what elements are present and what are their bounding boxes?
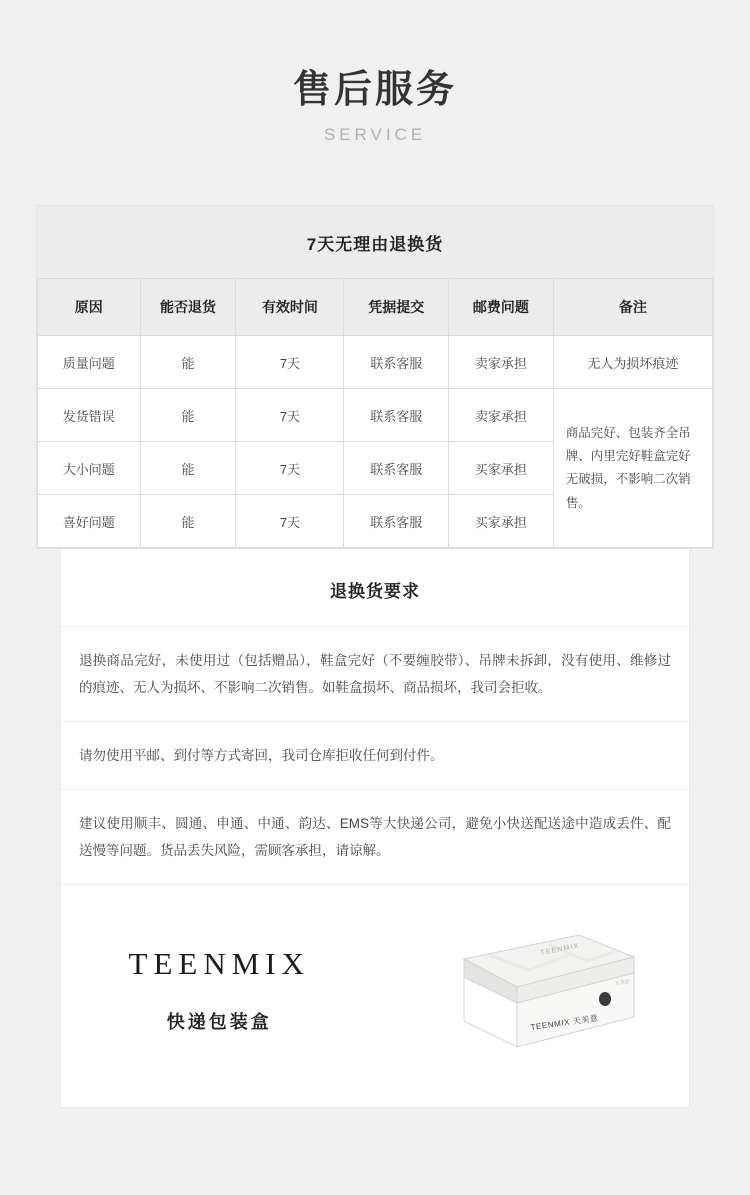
brand-text-group — [75, 946, 364, 1034]
return-policy-table-panel — [36, 205, 714, 549]
column-header-reason: 原因 — [38, 279, 141, 336]
brand-caption: 快递包装盒 — [166, 1012, 272, 1033]
return-policy-table — [37, 278, 713, 548]
requirements-paragraph-1: 退换商品完好，未使用过（包括赠品），鞋盒完好（不要缠胶带）、吊牌未拆卸，没有使用、维修过的痕迹、无人为损坏、不影响二次销售。如鞋盒损坏、商品损坏，我司会拒收。 — [61, 626, 689, 721]
requirements-paragraph-3: 建议使用顺丰、圆通、申通、中通、韵达、EMS等大快递公司，避免小快送配送途中造成丢件、配送慢等问题。货品丢失风险，需顾客承担，请谅解。 — [61, 789, 689, 884]
table-header-row — [38, 279, 713, 336]
cell-note-first: 无人为损坏痕迹 — [553, 336, 712, 389]
column-header-returnable: 能否退货 — [140, 279, 236, 336]
cell-reason: 喜好问题 — [38, 495, 141, 548]
page-title: 售后服务 — [292, 69, 457, 111]
requirements-title: 退换货要求 — [330, 582, 420, 602]
packaging-box-section — [61, 884, 689, 1107]
cell-shipping-fee: 买家承担 — [449, 495, 554, 548]
cell-returnable: 能 — [140, 442, 236, 495]
packaging-box-image — [374, 925, 675, 1055]
column-header-note: 备注 — [553, 279, 712, 336]
cell-reason: 发货错误 — [38, 389, 141, 442]
cell-valid-time: 7天 — [236, 336, 344, 389]
return-requirements-panel — [60, 549, 690, 1108]
cell-shipping-fee: 卖家承担 — [449, 389, 554, 442]
brand-name: TEENMIX — [128, 946, 311, 982]
cell-proof: 联系客服 — [344, 336, 449, 389]
cell-valid-time: 7天 — [236, 442, 344, 495]
cell-shipping-fee: 买家承担 — [449, 442, 554, 495]
cell-valid-time: 7天 — [236, 389, 344, 442]
cell-shipping-fee: 卖家承担 — [449, 336, 554, 389]
column-header-shipping-fee: 邮费问题 — [449, 279, 554, 336]
cell-returnable: 能 — [140, 389, 236, 442]
cell-proof: 联系客服 — [344, 442, 449, 495]
page-subtitle: SERVICE — [323, 125, 427, 145]
cell-reason: 大小问题 — [38, 442, 141, 495]
svg-text:TEENMIX 天美意: TEENMIX 天美意 — [530, 1013, 600, 1033]
svg-text:TEENMIX: TEENMIX — [540, 942, 581, 958]
table-row — [38, 389, 713, 442]
cell-returnable: 能 — [140, 336, 236, 389]
column-header-valid-time: 有效时间 — [236, 279, 344, 336]
shoe-box-icon — [409, 925, 639, 1055]
bottom-spacer — [0, 1108, 750, 1168]
svg-text:天美意: 天美意 — [614, 979, 631, 988]
requirements-paragraph-2: 请勿使用平邮、到付等方式寄回，我司仓库拒收任何到付件。 — [61, 721, 689, 789]
table-row — [38, 336, 713, 389]
cell-valid-time: 7天 — [236, 495, 344, 548]
cell-reason: 质量问题 — [38, 336, 141, 389]
cell-note-merged: 商品完好、包装齐全吊牌、内里完好鞋盒完好无破损，不影响二次销售。 — [553, 389, 712, 548]
cell-returnable: 能 — [140, 495, 236, 548]
column-header-proof: 凭据提交 — [344, 279, 449, 336]
cell-proof: 联系客服 — [344, 389, 449, 442]
page-header — [0, 0, 750, 145]
cell-proof: 联系客服 — [344, 495, 449, 548]
table-banner: 7天无理由退换货 — [37, 206, 713, 278]
